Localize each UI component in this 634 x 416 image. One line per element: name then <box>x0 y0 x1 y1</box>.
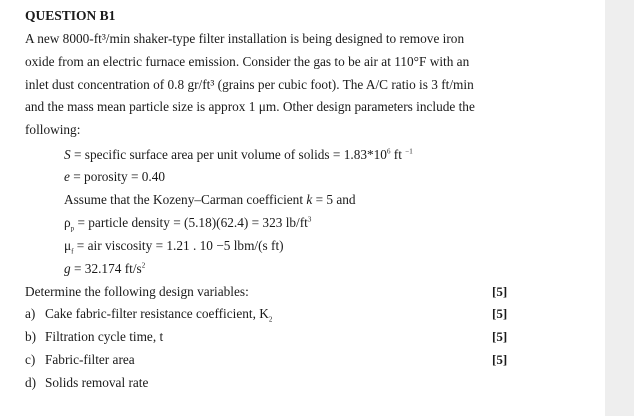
item-c-letter: c) <box>25 352 36 367</box>
param-porosity <box>64 169 165 185</box>
item-d <box>25 375 148 391</box>
param-mu-text: = air viscosity = 1.21 . 10 −5 lbm/(s ft) <box>73 238 284 253</box>
param-s-text: = specific surface area per unit volume of solids = 1.83*10 <box>70 147 387 162</box>
param-rho-sub: p <box>70 224 75 233</box>
item-d-text: Solids removal rate <box>45 375 149 390</box>
determine-heading: Determine the following design variables: <box>25 284 249 299</box>
item-b-text: Filtration cycle time, t <box>45 329 164 344</box>
param-mu-symbol: μ <box>64 238 72 253</box>
param-particle-density <box>64 215 311 231</box>
item-d-letter: d) <box>25 375 37 390</box>
param-s-unit: ft <box>390 147 406 162</box>
intro-line-3: inlet dust concentration of 0.8 gr/ft³ (grains per cubic foot). The A/C ratio is 3 ft/min <box>25 77 474 92</box>
marks-c: [5] <box>492 329 508 344</box>
param-rho-text: = particle density = (5.18)(62.4) = 323 lb/ft <box>74 215 308 230</box>
param-s-symbol: S <box>64 147 71 162</box>
param-g-exp: 2 <box>141 261 146 270</box>
item-a <box>25 306 272 322</box>
item-c-text: Fabric-filter area <box>45 352 135 367</box>
param-g-symbol: g <box>64 261 71 276</box>
marks-d: [5] <box>492 352 508 367</box>
item-a-letter: a) <box>25 306 36 321</box>
item-a-sub: 2 <box>268 315 273 324</box>
item-c <box>25 352 135 368</box>
intro-line-2: oxide from an electric furnace emission. Consider the gas to be air at 110°F with an <box>25 54 470 69</box>
param-kozeny-symbol: k <box>306 192 313 207</box>
param-gravity <box>64 261 145 277</box>
param-g-text: = 32.174 ft/s <box>70 261 142 276</box>
param-rho-exp: 3 <box>307 215 312 224</box>
intro-line-1: A new 8000-ft³/min shaker-type filter installation is being designed to remove iron <box>25 31 465 46</box>
right-gray-panel <box>605 0 634 416</box>
param-s-exp: 6 <box>386 147 391 156</box>
param-s-unit-exp: −1 <box>405 147 413 156</box>
item-b <box>25 329 163 345</box>
intro-line-5: following: <box>25 122 81 137</box>
param-e-text: = porosity = 0.40 <box>69 169 166 184</box>
intro-line-4: and the mass mean particle size is approx 1 μm. Other design parameters include the <box>25 99 475 114</box>
item-b-letter: b) <box>25 329 37 344</box>
param-kozeny-after: = 5 and <box>312 192 356 207</box>
param-specific-surface <box>64 147 413 163</box>
param-air-viscosity <box>64 238 284 254</box>
param-kozeny-before: Assume that the Kozeny–Carman coefficient <box>64 192 307 207</box>
marks-b: [5] <box>492 306 508 321</box>
param-mu-sub: f <box>71 247 74 256</box>
param-e-symbol: e <box>64 169 70 184</box>
item-a-text: Cake fabric-filter resistance coefficient, K <box>45 306 269 321</box>
question-title: QUESTION B1 <box>25 8 116 23</box>
marks-a: [5] <box>492 284 508 299</box>
param-rho-symbol: ρ <box>64 215 71 230</box>
param-kozeny <box>64 192 356 208</box>
